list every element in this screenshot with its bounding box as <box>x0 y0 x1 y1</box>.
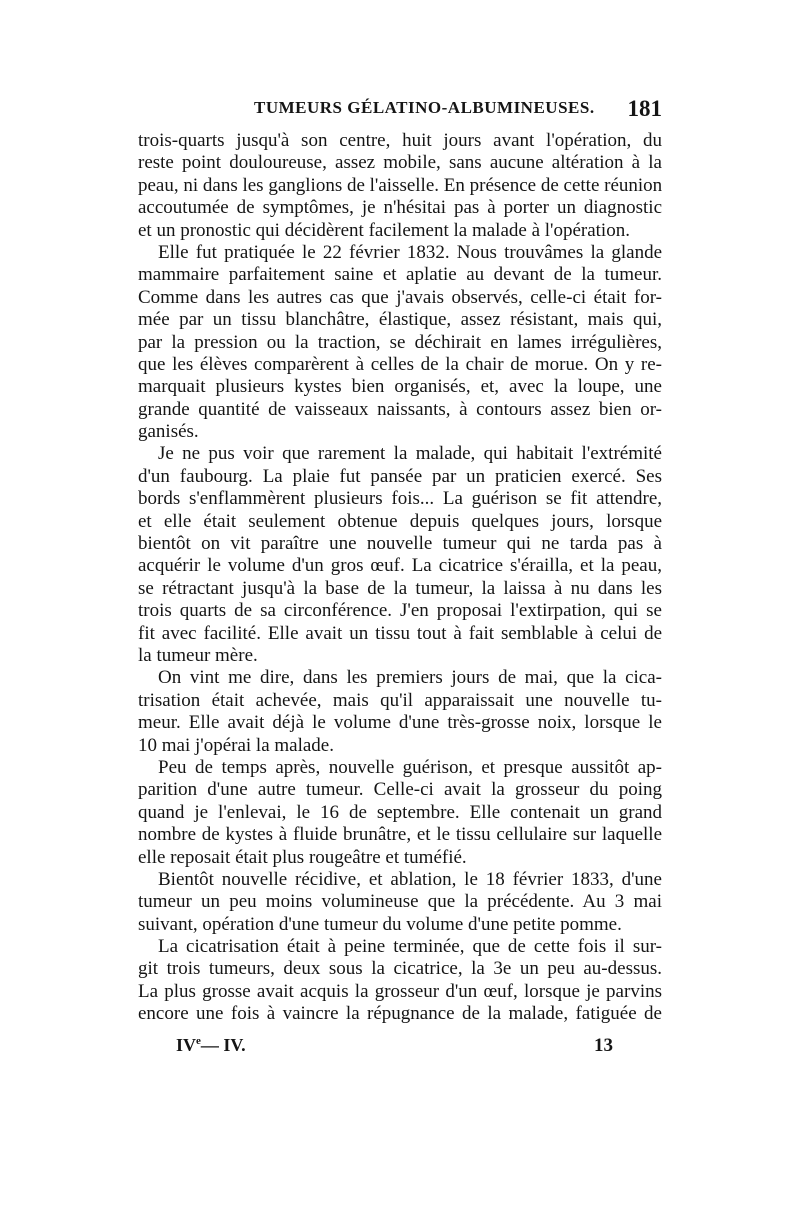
text-line: d'un faubourg. La plaie fut pansée par un praticien exercé. Ses <box>138 465 662 487</box>
text-line: trois quarts de sa circonférence. J'en proposai l'extirpation, qui se <box>138 600 662 622</box>
text-line: mée par un tissu blanchâtre, élastique, assez résistant, mais qui, <box>138 309 662 331</box>
text-line: quand je l'enlevai, le 16 de septembre. Elle contenait un grand <box>138 801 662 823</box>
text-line: grande quantité de vaisseaux naissants, à contours assez bien or- <box>138 398 662 420</box>
text-line: Elle fut pratiquée le 22 février 1832. Nous trouvâmes la glande <box>158 241 662 263</box>
text-line: ganisés. <box>138 421 199 443</box>
text-line: parition d'une autre tumeur. Celle-ci avait la grosseur du poing <box>138 779 662 801</box>
text-line: La cicatrisation était à peine terminée, que de cette fois il sur- <box>158 936 662 958</box>
text-line: trisation était achevée, mais qu'il apparaissait une nouvelle tu- <box>138 689 662 711</box>
text-line: mammaire parfaitement saine et aplatie au devant de la tumeur. <box>138 264 662 286</box>
text-line: se rétractant jusqu'à la base de la tumeur, la laissa à nu dans les <box>138 577 662 599</box>
text-line: marquait plusieurs kystes bien organisés, et, avec la loupe, une <box>138 376 662 398</box>
text-line: et elle était seulement obtenue depuis quelques jours, lorsque <box>138 510 662 532</box>
text-line: On vint me dire, dans les premiers jours de mai, que la cica- <box>158 667 662 689</box>
signature-main: IV <box>176 1035 197 1055</box>
text-line: Peu de temps après, nouvelle guérison, et presque aussitôt ap- <box>158 756 662 778</box>
text-line: encore une fois à vaincre la répugnance de la malade, fatiguée de <box>138 1003 662 1025</box>
text-line: accoutumée de symptômes, je n'hésitai pas à porter un diagnostic <box>138 197 662 219</box>
running-title: TUMEURS GÉLATINO-ALBUMINEUSES. <box>254 98 595 117</box>
text-line: meur. Elle avait déjà le volume d'une très-grosse noix, lorsque le <box>138 712 662 734</box>
text-line: tumeur un peu moins volumineuse que la précédente. Au 3 mai <box>138 891 662 913</box>
text-line: que les élèves comparèrent à celles de la chair de morue. On y re- <box>138 353 662 375</box>
text-line: et un pronostic qui décidèrent facilement la malade à l'opération. <box>138 219 630 241</box>
text-line: 10 mai j'opérai la malade. <box>138 734 334 756</box>
signature-rest: — IV. <box>200 1035 246 1055</box>
text-line: nombre de kystes à fluide brunâtre, et le tissu cellulaire sur laquelle <box>138 824 662 846</box>
text-line: la tumeur mère. <box>138 644 258 666</box>
text-line: git trois tumeurs, deux sous la cicatrice, la 3e un peu au-dessus. <box>138 958 662 980</box>
page-number: 181 <box>627 96 662 121</box>
signature-superscript: e <box>196 1035 201 1047</box>
sheet-number: 13 <box>594 1035 613 1056</box>
text-line: La plus grosse avait acquis la grosseur d'un œuf, lorsque je parvins <box>138 980 662 1002</box>
body-text <box>138 130 662 1026</box>
text-line: trois-quarts jusqu'à son centre, huit jours avant l'opération, du <box>138 130 662 151</box>
text-line: peau, ni dans les ganglions de l'aisselle. En présence de cette réunion <box>138 174 663 196</box>
text-line: par la pression ou la traction, se déchirait en lames irrégulières, <box>138 331 662 353</box>
text-line: acquérir le volume d'un gros œuf. La cicatrice s'érailla, et la peau, <box>138 555 662 577</box>
text-line: Je ne pus voir que rarement la malade, qui habitait l'extrémité <box>158 443 662 465</box>
text-line: elle reposait était plus rougeâtre et tuméfié. <box>138 846 467 868</box>
text-line: fit avec facilité. Elle avait un tissu tout à fait semblable à celui de <box>138 622 662 644</box>
text-line: reste point douloureuse, assez mobile, sans aucune altération à la <box>138 152 662 174</box>
text-line: suivant, opération d'une tumeur du volume d'une petite pomme. <box>138 913 622 935</box>
page-header <box>138 96 662 130</box>
signature-mark <box>176 1035 246 1056</box>
text-line: bords s'enflammèrent plusieurs fois... La guérison se fit attendre, <box>138 488 662 510</box>
text-line: Bientôt nouvelle récidive, et ablation, le 18 février 1833, d'une <box>158 868 662 890</box>
text-line: bientôt on vit paraître une nouvelle tumeur qui ne tarda pas à <box>138 533 662 555</box>
text-line: Comme dans les autres cas que j'avais observés, celle-ci était for- <box>138 286 662 308</box>
